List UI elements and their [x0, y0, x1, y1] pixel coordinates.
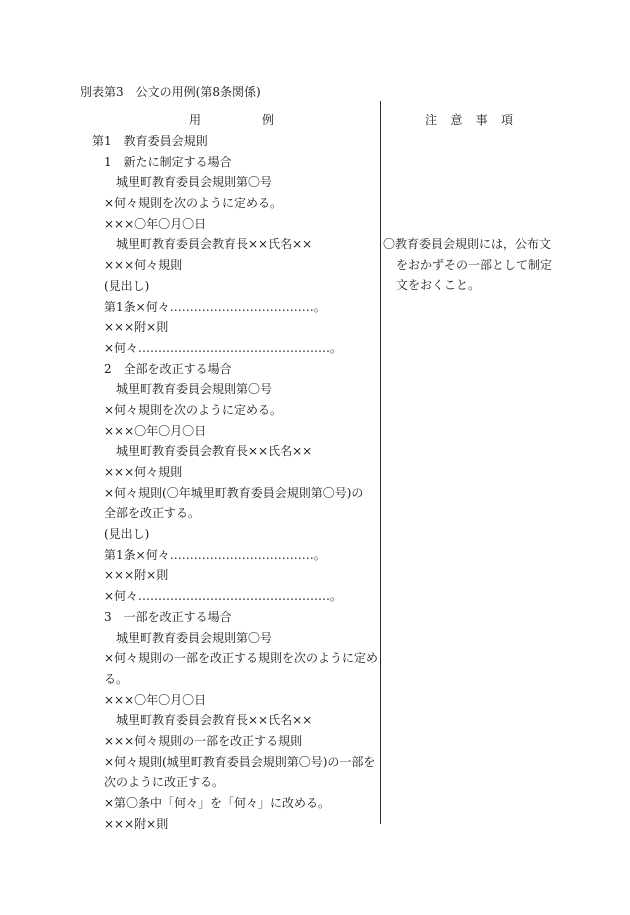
example-line: ×××附×則	[104, 320, 169, 335]
example-line: ×何々規則(〇年城里町教育委員会規則第〇号)の	[104, 485, 364, 500]
example-line: ×××附×則	[104, 816, 169, 831]
example-line: 城里町教育委員会規則第〇号	[116, 630, 273, 645]
example-line: ×何々…………………………………………。	[104, 340, 343, 355]
note-line: 〇教育委員会規則には，公布文	[383, 237, 552, 251]
column-header-example-char: 用	[189, 113, 202, 127]
example-line: (見出し)	[104, 278, 150, 293]
example-line: ×××〇年〇月〇日	[104, 216, 207, 231]
page-heading: 別表第3 公文の用例(第8条関係)	[80, 85, 261, 99]
note-line: をおかずその一部として制定	[396, 257, 553, 272]
column-header-notes-char: 注	[425, 113, 438, 127]
column-header-notes	[425, 112, 513, 128]
example-line: ×××〇年〇月〇日	[104, 423, 207, 438]
example-line: ×何々規則を次のように定める。	[104, 402, 283, 417]
example-line: 第1 教育委員会規則	[92, 134, 208, 148]
example-line: ×何々規則を次のように定める。	[104, 196, 283, 211]
example-line: ×××附×則	[104, 568, 169, 583]
example-line: 第1条×何々………………………………。	[104, 547, 326, 562]
example-line: ×××〇年〇月〇日	[104, 692, 207, 707]
column-header-notes-char: 意	[450, 113, 463, 127]
example-line: ×何々規則(城里町教育委員会規則第〇号)の一部を	[104, 754, 376, 769]
example-line: ×第〇条中「何々」を「何々」に改める。	[104, 796, 331, 810]
note-line: 文をおくこと。	[396, 278, 481, 293]
example-line: 3 一部を改正する場合	[104, 609, 232, 624]
example-line: 全部を改正する。	[104, 506, 201, 521]
example-line: 城里町教育委員会規則第〇号	[116, 382, 273, 397]
example-line: 1 新たに制定する場合	[104, 154, 232, 169]
example-line: ×何々…………………………………………。	[104, 589, 343, 604]
example-column	[0, 131, 380, 834]
notes-column	[383, 234, 563, 296]
example-line: 第1条×何々………………………………。	[104, 299, 326, 314]
example-line: 城里町教育委員会教育長××氏名××	[116, 237, 313, 252]
example-line: ×××何々規則	[104, 465, 183, 479]
example-line: る。	[104, 671, 129, 686]
example-line: ×××何々規則	[104, 258, 183, 273]
example-line: 城里町教育委員会教育長××氏名××	[116, 713, 313, 728]
column-header-example	[189, 112, 274, 128]
column-header-example-char: 例	[261, 113, 274, 127]
example-line: (見出し)	[104, 527, 150, 542]
example-line: ×××何々規則の一部を改正する規則	[104, 733, 303, 748]
example-line: 次のように改正する。	[104, 775, 225, 790]
example-line: 城里町教育委員会教育長××氏名××	[116, 444, 313, 459]
column-header-notes-char: 項	[500, 113, 513, 127]
example-line: 城里町教育委員会規則第〇号	[116, 175, 273, 190]
column-divider	[380, 101, 381, 824]
example-line: 2 全部を改正する場合	[104, 361, 232, 376]
example-line: ×何々規則の一部を改正する規則を次のように定め	[104, 651, 379, 666]
column-header-notes-char: 事	[475, 113, 488, 127]
